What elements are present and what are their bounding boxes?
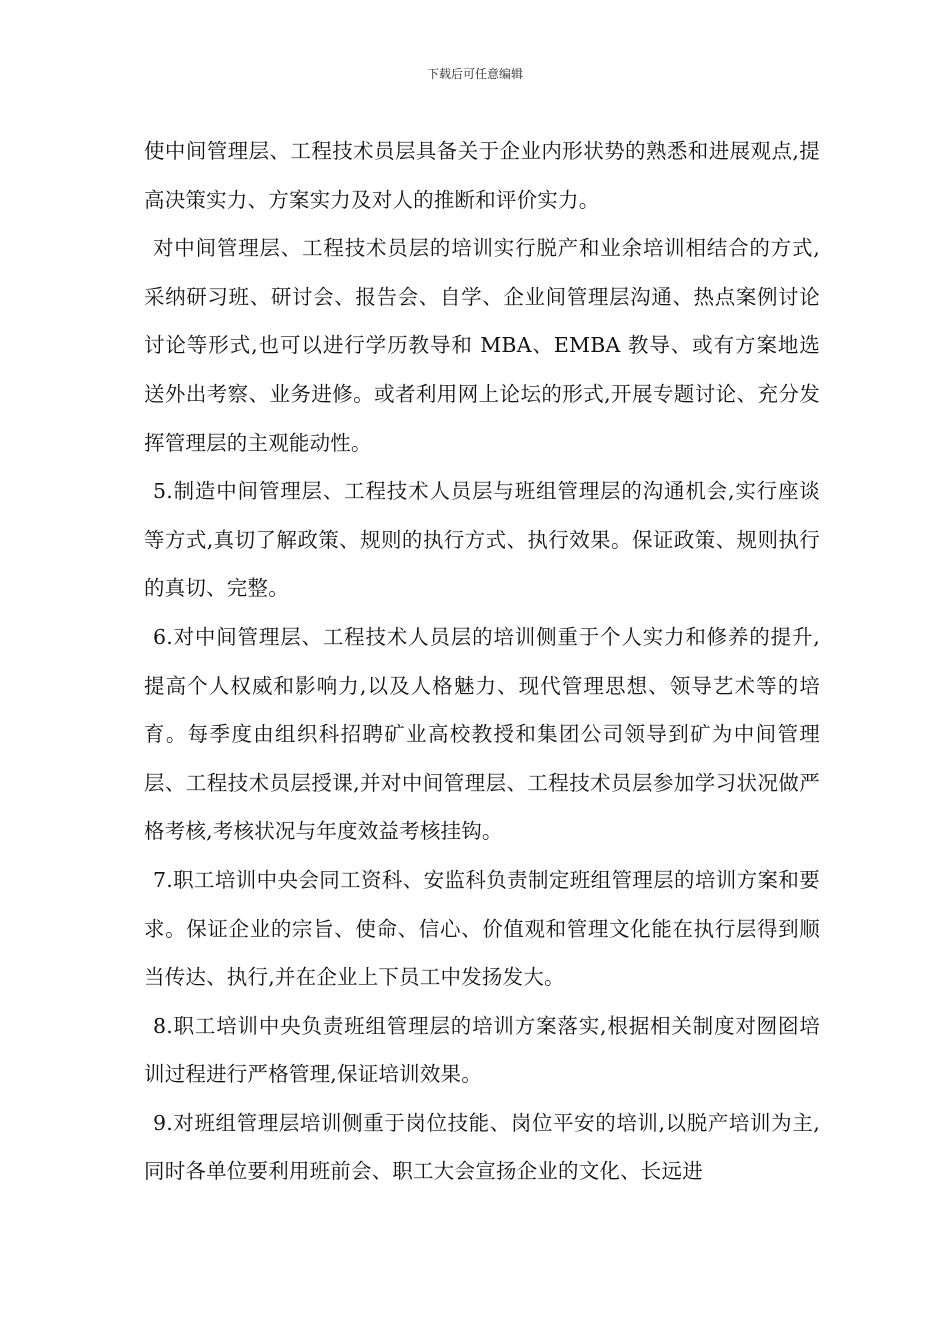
page-header: 下载后可任意编辑 bbox=[426, 67, 523, 81]
paragraph-5: 7.职工培训中央会同工资科、安监科负责制定班组管理层的培训方案和要求。保证企业的宗旨、使命、信心、价值观和管理文化能在执行层得到顺当传达、执行,并在企业上下员工中发扬发大。 bbox=[144, 867, 820, 990]
paragraph-1: 使中间管理层、工程技术员层具备关于企业内形状势的熟悉和进展观点,提高决策实力、方案实力及对人的推断和评价实力。 bbox=[144, 139, 820, 212]
paragraph-2: 对中间管理层、工程技术员层的培训实行脱产和业余培训相结合的方式,采纳研习班、研讨会、报告会、自学、企业间管理层沟通、热点案例讨论讨论等形式,也可以进行学历教导和 MBA、EMBA 教导、或有方案地选送外出考察、业务进修。或者利用网上论坛的形式,开展专题讨论、充分发挥管理层的主观能动性。 bbox=[144, 236, 820, 455]
paragraph-6: 8.职工培训中央负责班组管理层的培训方案落实,根据相关制度对囫囵培训过程进行严格管理,保证培训效果。 bbox=[144, 1013, 820, 1087]
paragraph-4: 6.对中间管理层、工程技术人员层的培训侧重于个人实力和修养的提升,提高个人权威和影响力,以及人格魅力、现代管理思想、领导艺术等的培育。每季度由组织科招聘矿业高校教授和集团公司领导到矿为中间管理层、工程技术员层授课,并对中间管理层、工程技术员层参加学习状况做严格考核,考核状况与年度效益考核挂钩。 bbox=[144, 624, 820, 844]
document-body bbox=[144, 127, 820, 1196]
paragraph-3: 5.制造中间管理层、工程技术人员层与班组管理层的沟通机会,实行座谈等方式,真切了解政策、规则的执行方式、执行效果。保证政策、规则执行的真切、完整。 bbox=[144, 479, 820, 601]
paragraph-7: 9.对班组管理层培训侧重于岗位技能、岗位平安的培训,以脱产培训为主,同时各单位要利用班前会、职工大会宣扬企业的文化、长远进 bbox=[144, 1110, 820, 1184]
